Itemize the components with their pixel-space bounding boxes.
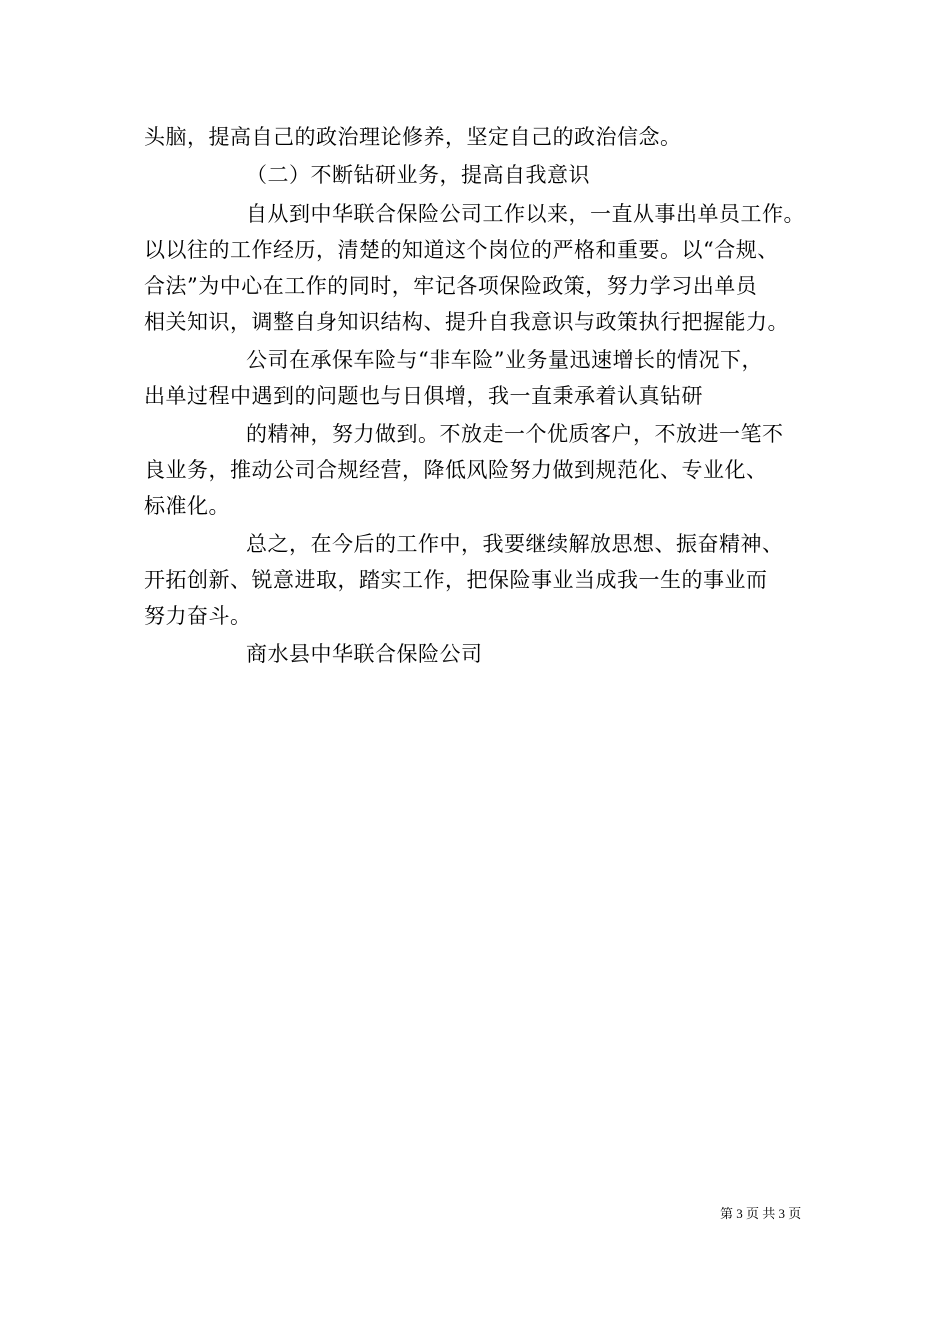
text-line-3: 自从到中华联合保险公司工作以来，一直从事出单员工作。	[246, 202, 805, 226]
text-line-7: 公司在承保车险与“非车险”业务量迅速增长的情况下，	[246, 348, 763, 372]
text-line-4: 以以往的工作经历，清楚的知道这个岗位的严格和重要。以“合规、	[144, 238, 779, 262]
section-heading: （二）不断钻研业务，提高自我意识	[246, 163, 590, 187]
text-line-5: 合法”为中心在工作的同时，牢记各项保险政策，努力学习出单员	[144, 274, 758, 298]
text-line-8: 出单过程中遇到的问题也与日俱增，我一直秉承着认真钻研	[144, 384, 703, 408]
page-number-footer: 第 3 页 共 3 页	[720, 1206, 802, 1221]
text-line-14: 努力奋斗。	[144, 604, 252, 628]
text-line-10: 良业务，推动公司合规经营，降低风险努力做到规范化、专业化、	[144, 458, 768, 482]
text-line-13: 开拓创新、锐意进取，踏实工作，把保险事业当成我一生的事业而	[144, 568, 768, 592]
signature-company: 商水县中华联合保险公司	[246, 642, 483, 666]
text-line-6: 相关知识，调整自身知识结构、提升自我意识与政策执行把握能力。	[144, 310, 789, 334]
text-line-1: 头脑，提高自己的政治理论修养，坚定自己的政治信念。	[144, 125, 682, 149]
text-line-12: 总之，在今后的工作中，我要继续解放思想、振奋精神、	[246, 532, 784, 556]
text-line-11: 标准化。	[144, 494, 230, 518]
text-line-9: 的精神，努力做到。不放走一个优质客户，不放进一笔不	[246, 422, 784, 446]
